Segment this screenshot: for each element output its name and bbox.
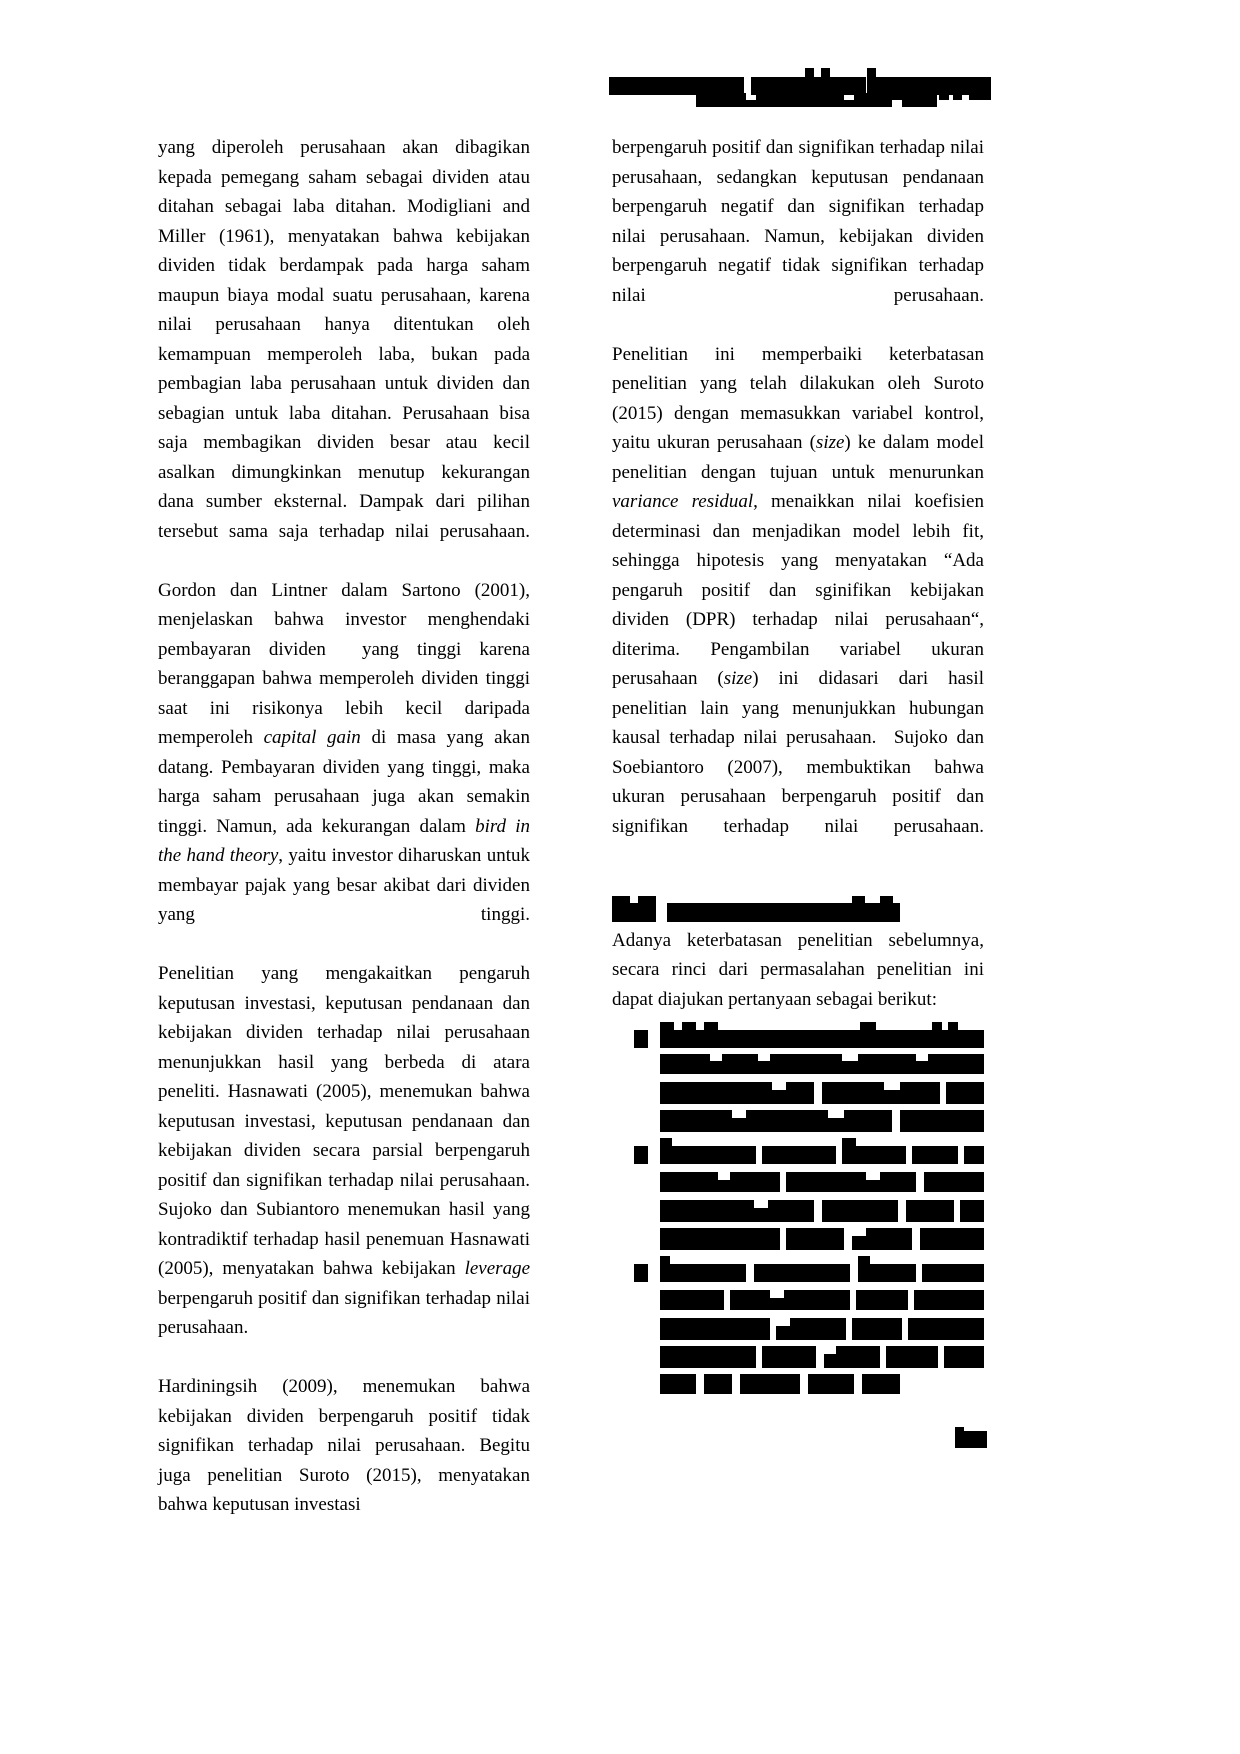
paragraph [158, 1372, 530, 1520]
italic-term: leverage [464, 1258, 530, 1279]
section-heading-redaction [612, 892, 984, 922]
paragraph [612, 340, 984, 871]
italic-term: size [723, 668, 753, 689]
italic-term: capital gain [263, 727, 361, 748]
page-number-redaction [955, 1431, 987, 1448]
italic-term: variance residual [612, 491, 754, 512]
paragraph [158, 133, 530, 576]
paragraph-text: Penelitian ini memperbaiki keterbatasan penelitian yang telah dilakukan oleh Suroto (2015) dengan memasukkan variabel kontrol, yaitu ukuran perusahaan (size) ke dalam model penelitian dengan tujuan untuk menurunkan variance residual, menaikkan nilai koefisien determinasi dan menjadikan model lebih fit, sehingga hipotesis yang menyatakan “Ada pengaruh positif dan sginifikan kebijakan dividen (DPR) terhadap nilai perusahaan“, diterima. Pengambilan variabel ukuran perusahaan (size) ini didasari dari hasil penelitian lain yang menunjukkan hubungan kausal terhadap nilai perusahaan. Sujoko dan Soebiantoro (2007), membuktikan bahwa ukuran perusahaan berpengaruh positif dan signifikan terhadap nilai perusahaan. [612, 343, 984, 837]
paragraph [612, 926, 984, 1015]
right-text-column [612, 133, 984, 1420]
paragraph-text: Gordon dan Lintner dalam Sartono (2001), menjelaskan bahwa investor menghendaki pembayaran dividen yang tinggi karena beranggapan bahwa memperoleh dividen tinggi saat ini risikonya lebih kecil daripada memperoleh capital gain di masa yang akan datang. Pembayaran dividen yang tinggi, maka harga saham perusahaan juga akan semakin tinggi. Namun, ada kekurangan dalam bird in the hand theory, yaitu investor diharuskan untuk membayar pajak yang besar akibat dari dividen yang tinggi. [158, 579, 531, 925]
paragraph-text: Adanya keterbatasan penelitian sebelumnya, secara rinci dari permasalahan penelitian ini dapat diajukan pertanyaan sebagai berikut: [612, 929, 984, 1010]
research-questions-redaction-block [612, 1020, 984, 1420]
paragraph [158, 959, 530, 1372]
paragraph [612, 133, 984, 340]
italic-term: size [815, 432, 845, 453]
paragraph-text: yang diperoleh perusahaan akan dibagikan kepada pemegang saham sebagai dividen atau ditahan sebagai laba ditahan. Modigliani and Miller (1961), menyatakan bahwa kebijakan dividen tidak berdampak pada harga saham maupun biaya modal suatu perusahaan, karena nilai perusahaan hanya ditentukan oleh kemampuan memperoleh laba, bukan pada pembagian laba perusahaan untuk dividen dan sebagian untuk laba ditahan. Perusahaan bisa saja membagikan dividen besar atau kecil asalkan dimungkinkan menutup kekurangan dana sumber eksternal. Dampak dari pilihan tersebut sama saja terhadap nilai perusahaan. [158, 137, 530, 542]
paragraph-text: Penelitian yang mengakaitkan pengaruh keputusan investasi, keputusan pendanaan dan kebijakan dividen terhadap nilai perusahaan menunjukkan hasil yang berbeda di atara peneliti. Hasnawati (2005), menemukan bahwa keputusan investasi, keputusan pendanaan dan kebijakan dividen secara parsial berpengaruh positif dan signifikan terhadap nilai perusahaan. Sujoko dan Subiantoro menemukan hasil yang kontradiktif terhadap hasil penemuan Hasnawati (2005), menyatakan bahwa kebijakan leverage berpengaruh positif dan signifikan terhadap nilai perusahaan. [158, 963, 530, 1338]
paragraph-text: Hardiningsih (2009), menemukan bahwa kebijakan dividen berpengaruh positif tidak signifikan terhadap nilai perusahaan. Begitu juga penelitian Suroto (2015), menyatakan bahwa keputusan investasi [158, 1376, 530, 1515]
paragraph-text: berpengaruh positif dan signifikan terhadap nilai perusahaan, sedangkan keputusan pendanaan berpengaruh negatif dan signifikan terhadap nilai perusahaan. Namun, kebijakan dividen berpengaruh negatif tidak signifikan terhadap nilai perusahaan. [612, 137, 984, 306]
left-text-column [158, 133, 530, 1520]
italic-term: bird in the hand theory [158, 815, 531, 866]
header-redaction-bar [609, 62, 991, 107]
paragraph [158, 576, 530, 960]
